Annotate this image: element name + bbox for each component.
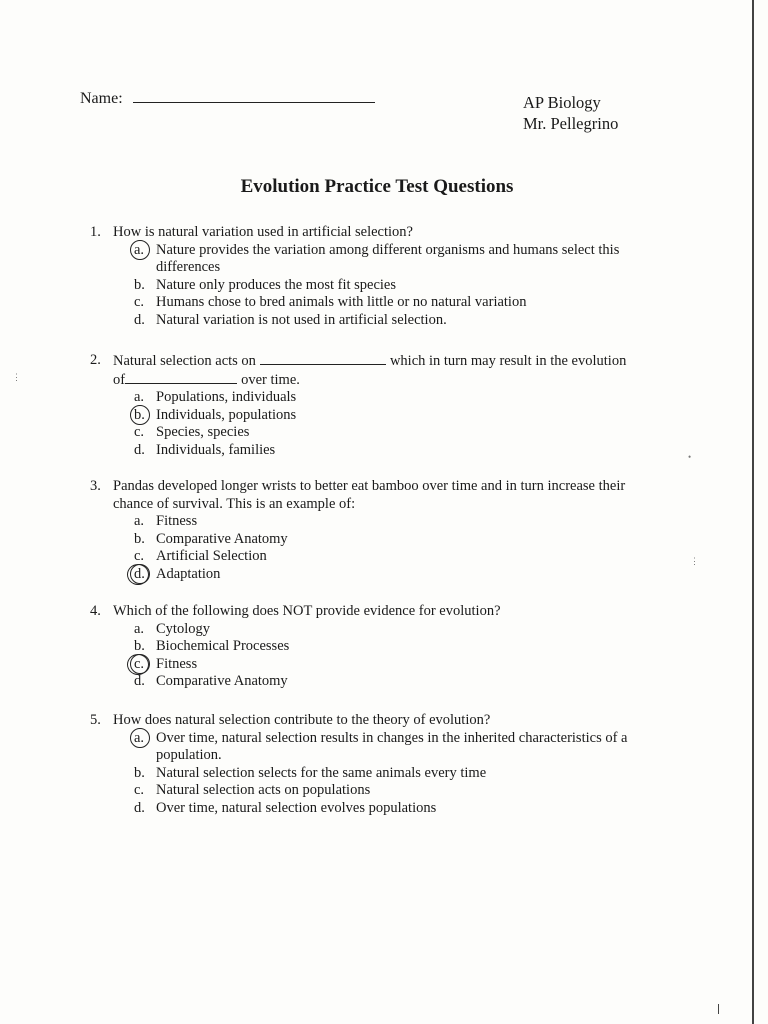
- answer-option: [134, 566, 650, 584]
- answer-text: Nature provides the variation among different organisms and humans select this differences: [156, 241, 620, 275]
- answer-letter: b.: [134, 764, 145, 781]
- answer-text: Individuals, families: [156, 441, 276, 458]
- answer-letter: c.: [134, 656, 154, 674]
- answer-option: [134, 513, 650, 531]
- question-2: [90, 352, 650, 459]
- answer-text: Over time, natural selection results in changes in the inherited characteristics of a population.: [156, 729, 628, 763]
- answer-text: Fitness: [156, 513, 198, 529]
- stem-text: Natural selection acts on: [113, 353, 256, 369]
- question-3: [90, 478, 650, 583]
- question-stem: Which of the following does NOT provide evidence for evolution?: [113, 603, 501, 619]
- answer-list: [134, 389, 650, 459]
- answer-option: [134, 800, 650, 818]
- page-title: Evolution Practice Test Questions: [240, 176, 514, 197]
- answer-option: [134, 531, 650, 549]
- answer-text: Cytology: [156, 620, 210, 637]
- answer-option: [134, 442, 650, 460]
- answer-option: [134, 389, 650, 407]
- question-stem: [113, 352, 650, 389]
- answer-letter: c.: [134, 548, 145, 564]
- name-field: [80, 88, 375, 108]
- fill-in-blank: [260, 352, 386, 365]
- answer-letter: b.: [134, 407, 154, 425]
- answer-option: [134, 621, 650, 639]
- answer-letter: c.: [134, 424, 145, 440]
- answer-text: Natural variation is not used in artificial selection.: [156, 311, 447, 328]
- answer-text: Populations, individuals: [156, 389, 297, 405]
- answer-letter: c.: [134, 782, 145, 798]
- answer-letter: a.: [134, 513, 145, 529]
- answer-option: [134, 424, 650, 442]
- answer-list: [134, 621, 650, 691]
- answer-option: [134, 765, 650, 783]
- page-edge-shadow: [752, 0, 754, 1024]
- name-label: Name:: [80, 90, 123, 107]
- answer-option: [134, 294, 650, 312]
- fill-in-blank: [125, 371, 237, 384]
- answer-letter: b.: [134, 276, 145, 293]
- answer-text: Biochemical Processes: [156, 638, 290, 654]
- answer-text: Humans chose to bred animals with little or no natural variation: [156, 294, 527, 310]
- answer-text: Individuals, populations: [156, 406, 297, 423]
- answer-option: [134, 673, 650, 691]
- answer-letter: b.: [134, 530, 145, 547]
- course-name: AP Biology: [523, 93, 601, 112]
- answer-text: Natural selection selects for the same animals every time: [156, 764, 487, 781]
- answer-text: Over time, natural selection evolves populations: [156, 799, 437, 816]
- question-stem: How does natural selection contribute to the theory of evolution?: [113, 712, 491, 728]
- course-info: [523, 92, 618, 134]
- stem-text: which in turn may result in the evolution: [389, 353, 627, 369]
- answer-letter: d.: [134, 673, 145, 689]
- answer-letter: a.: [134, 389, 145, 405]
- answer-text: Comparative Anatomy: [156, 530, 288, 547]
- question-1: [90, 224, 650, 329]
- answer-option: [134, 407, 650, 425]
- question-stem: Pandas developed longer wrists to better eat bamboo over time and in turn increase their chance of survival. This is an example of:: [113, 478, 626, 512]
- answer-option: [134, 638, 650, 656]
- answer-list: [134, 513, 650, 583]
- answer-letter: d.: [134, 441, 145, 458]
- answer-letter: d.: [134, 311, 145, 328]
- question-number: 1.: [90, 224, 101, 240]
- answer-letter: a.: [134, 620, 145, 637]
- stem-text: over time.: [241, 371, 300, 388]
- scan-speck: ⋮: [12, 372, 21, 382]
- question-4: [90, 603, 650, 691]
- answer-option: [134, 242, 650, 277]
- answer-letter: a.: [134, 242, 154, 260]
- scan-mark: [718, 1004, 719, 1014]
- scan-speck: •: [688, 452, 692, 462]
- answer-text: Natural selection acts on populations: [156, 782, 371, 798]
- stem-text: of: [113, 371, 126, 388]
- answer-text: Artificial Selection: [156, 548, 267, 564]
- answer-option: [134, 548, 650, 566]
- answer-option: [134, 782, 650, 800]
- answer-option: [134, 312, 650, 330]
- answer-letter: d.: [134, 566, 154, 584]
- answer-text: Species, species: [156, 424, 250, 440]
- question-stem: How is natural variation used in artificial selection?: [113, 224, 413, 240]
- answer-text: Nature only produces the most fit species: [156, 276, 396, 293]
- scan-speck: ⋮: [690, 556, 699, 566]
- answer-option: [134, 730, 650, 765]
- answer-letter: c.: [134, 294, 145, 310]
- question-number: 4.: [90, 603, 101, 619]
- answer-text: Comparative Anatomy: [156, 673, 288, 689]
- teacher-name: Mr. Pellegrino: [523, 114, 619, 133]
- answer-list: [134, 730, 650, 818]
- answer-option: [134, 277, 650, 295]
- answer-letter: a.: [134, 730, 154, 748]
- answer-option: [134, 656, 650, 674]
- question-number: 2.: [90, 352, 101, 368]
- answer-text: Fitness: [156, 655, 198, 672]
- question-number: 3.: [90, 478, 101, 494]
- answer-list: [134, 242, 650, 330]
- answer-letter: b.: [134, 638, 145, 654]
- answer-letter: d.: [134, 799, 145, 816]
- question-5: [90, 712, 650, 817]
- question-number: 5.: [90, 712, 101, 728]
- name-blank-line: [133, 88, 375, 103]
- answer-text: Adaptation: [156, 565, 221, 582]
